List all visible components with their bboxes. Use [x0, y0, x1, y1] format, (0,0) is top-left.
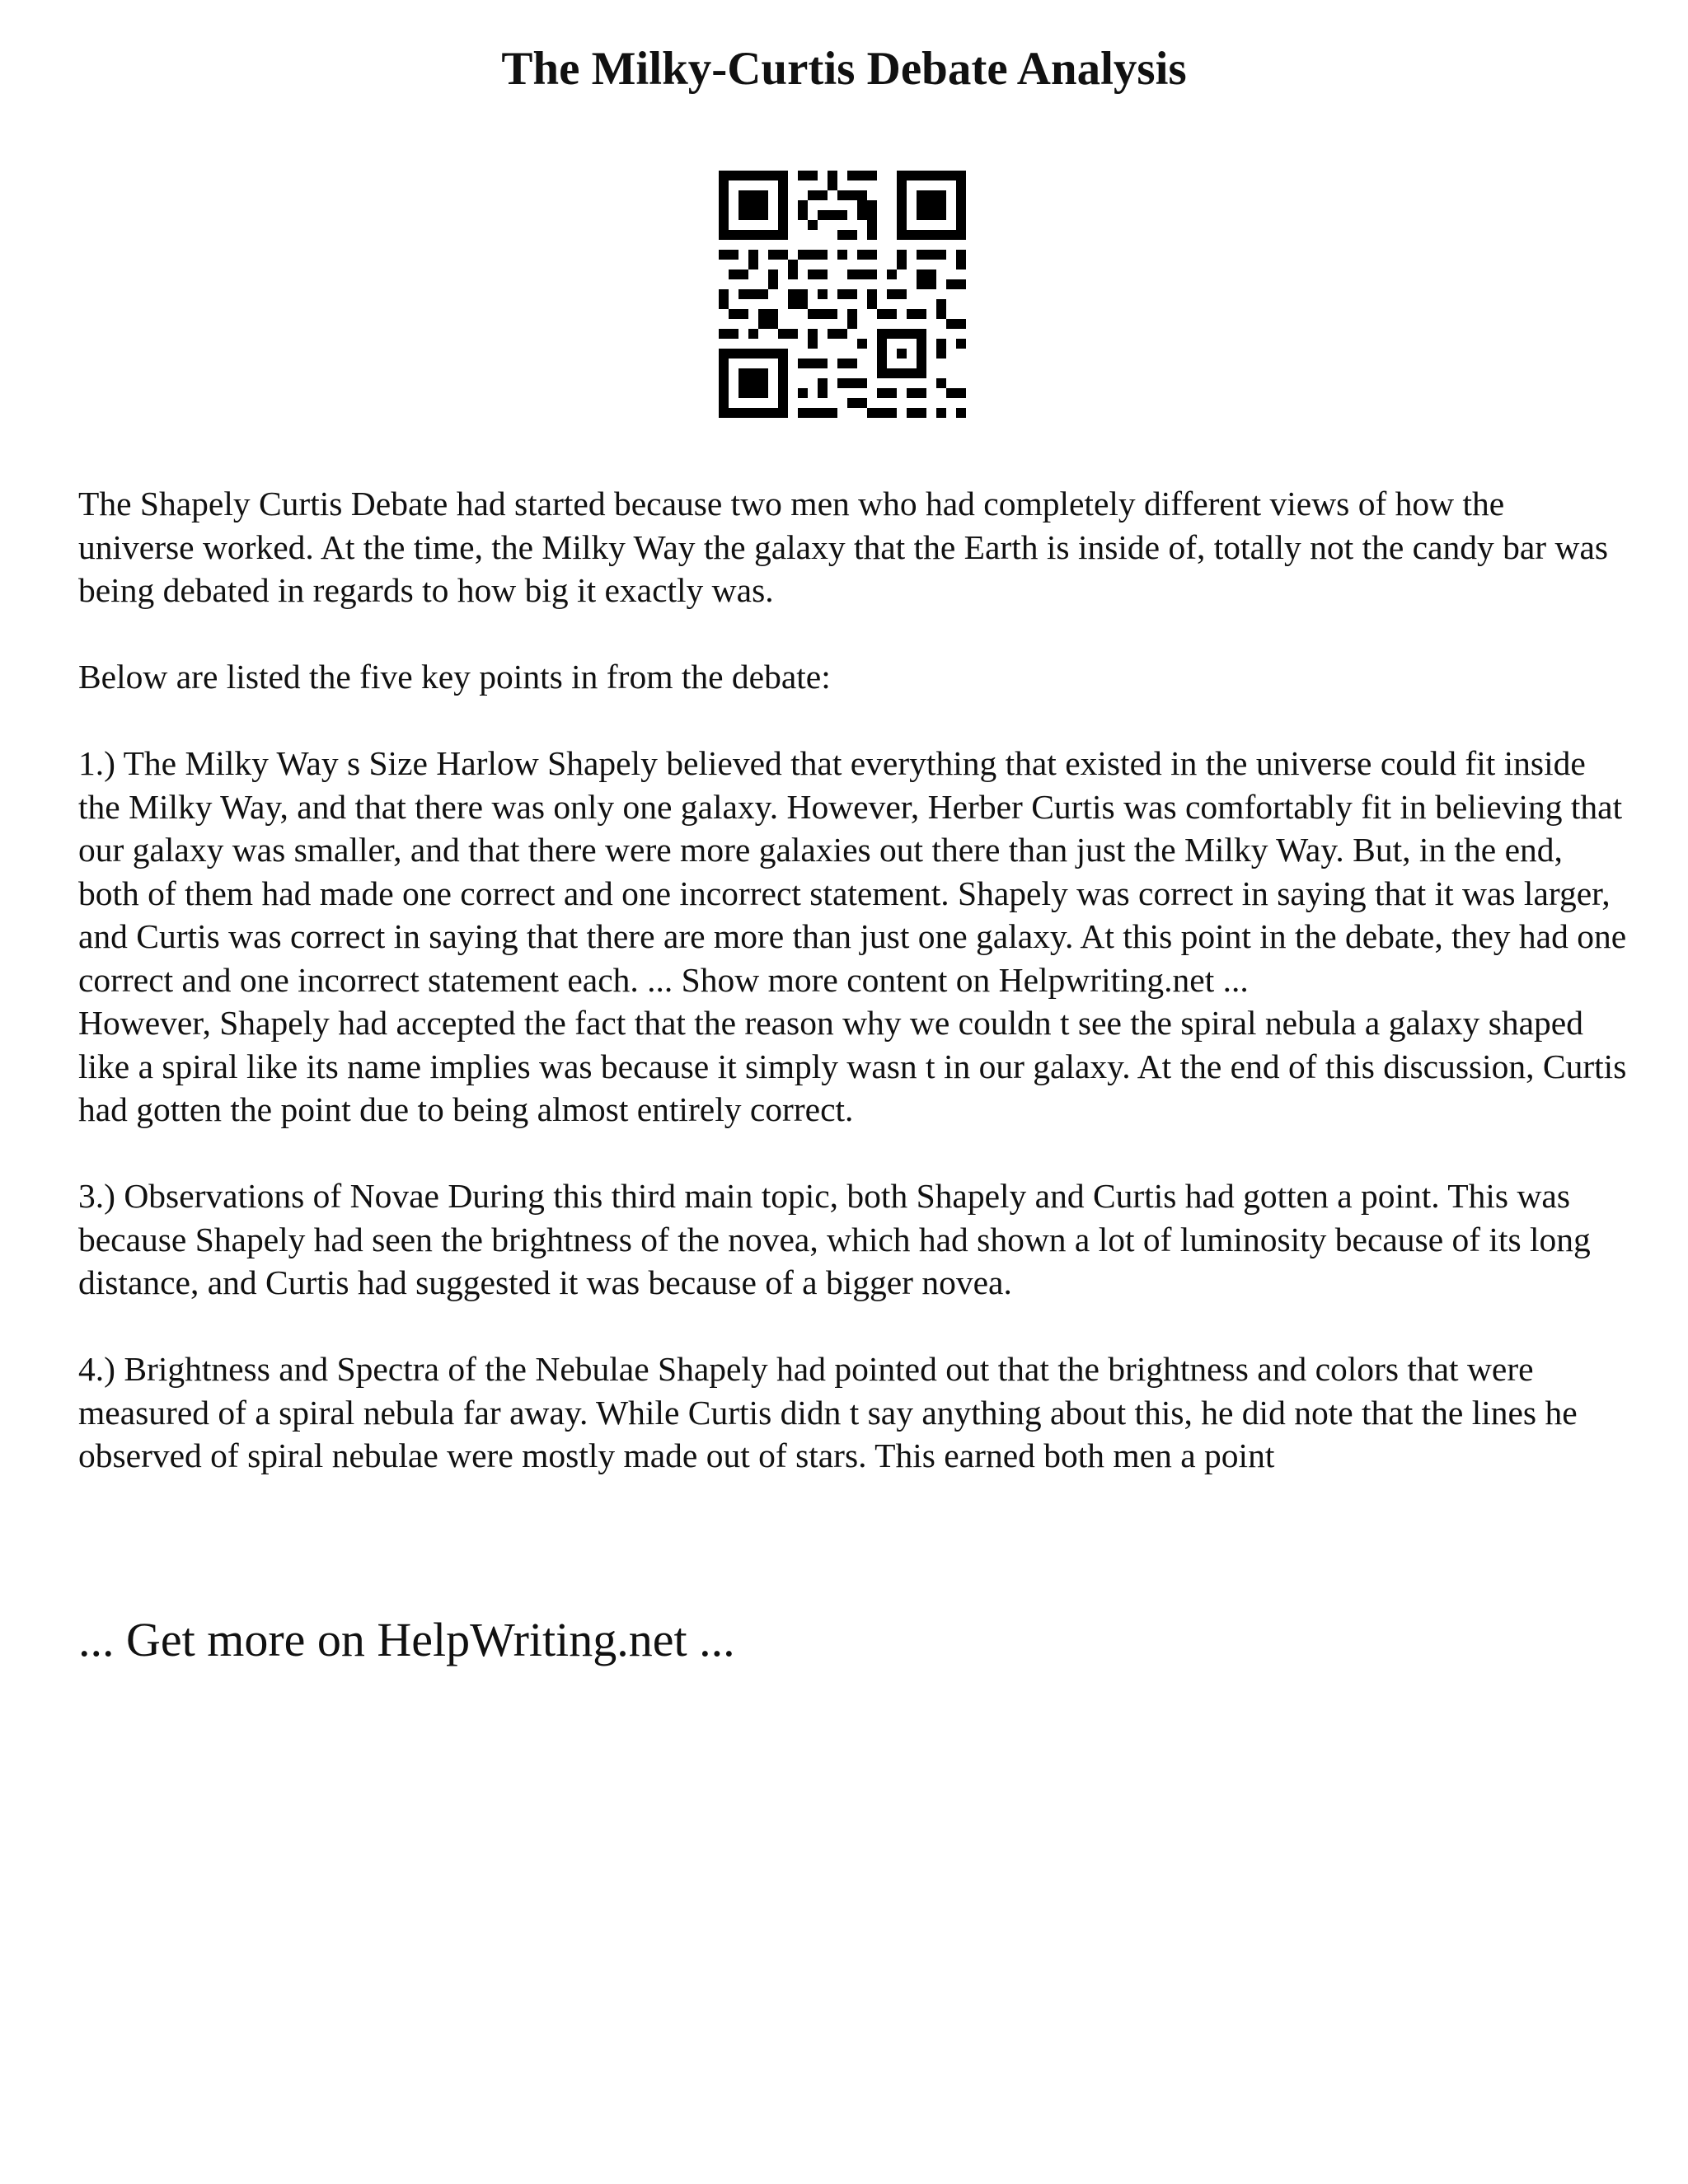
page-title: The Milky-Curtis Debate Analysis	[501, 43, 1187, 95]
article-body	[78, 482, 1628, 1478]
point-1-paragraph: 1.) The Milky Way s Size Harlow Shapely believed that everything that existed in the universe could fit inside the Milky Way, and that there was only one galaxy. However, Herber Curtis was comfortably fit in believing that our galaxy was smaller, and that there were more galaxies out there than just the Milky Way. But, in the end, both of them had made one correct and one incorrect statement. Shapely was correct in saying that it was larger, and Curtis was correct in saying that there are more than just one galaxy. At this point in the debate, they had one correct and one incorrect statement each. ... Show more content on Helpwriting.net ...	[78, 744, 1627, 999]
point-4-paragraph: 4.) Brightness and Spectra of the Nebulae Shapely had pointed out that the brightness and colors that were measured of a spiral nebula far away. While Curtis didn t say anything about this, he did note that the lines he observed of spiral nebulae were mostly made out of stars. This earned both men a point	[78, 1350, 1578, 1474]
key-points-intro: Below are listed the five key points in from the debate:	[78, 658, 831, 696]
intro-paragraph: The Shapely Curtis Debate had started because two men who had completely different views of how the universe worked. At the time, the Milky Way the galaxy that the Earth is inside of, totally not the candy bar was being debated in regards to how big it exactly was.	[78, 485, 1609, 609]
get-more-link[interactable]: ... Get more on HelpWriting.net ...	[78, 1613, 735, 1666]
continuation-paragraph: However, Shapely had accepted the fact that the reason why we couldn t see the spiral nebula a galaxy shaped like a spiral like its name implies was because it simply wasn t in our galaxy. At the end of this discussion, Curtis had gotten the point due to being almost entirely correct.	[78, 1004, 1627, 1128]
point-3-paragraph: 3.) Observations of Novae During this third main topic, both Shapely and Curtis had gotten a point. This was because Shapely had seen the brightness of the novea, which had shown a lot of luminosity because of its long distance, and Curtis had suggested it was because of a bigger novea.	[78, 1177, 1591, 1301]
qr-code-icon[interactable]	[719, 171, 966, 418]
